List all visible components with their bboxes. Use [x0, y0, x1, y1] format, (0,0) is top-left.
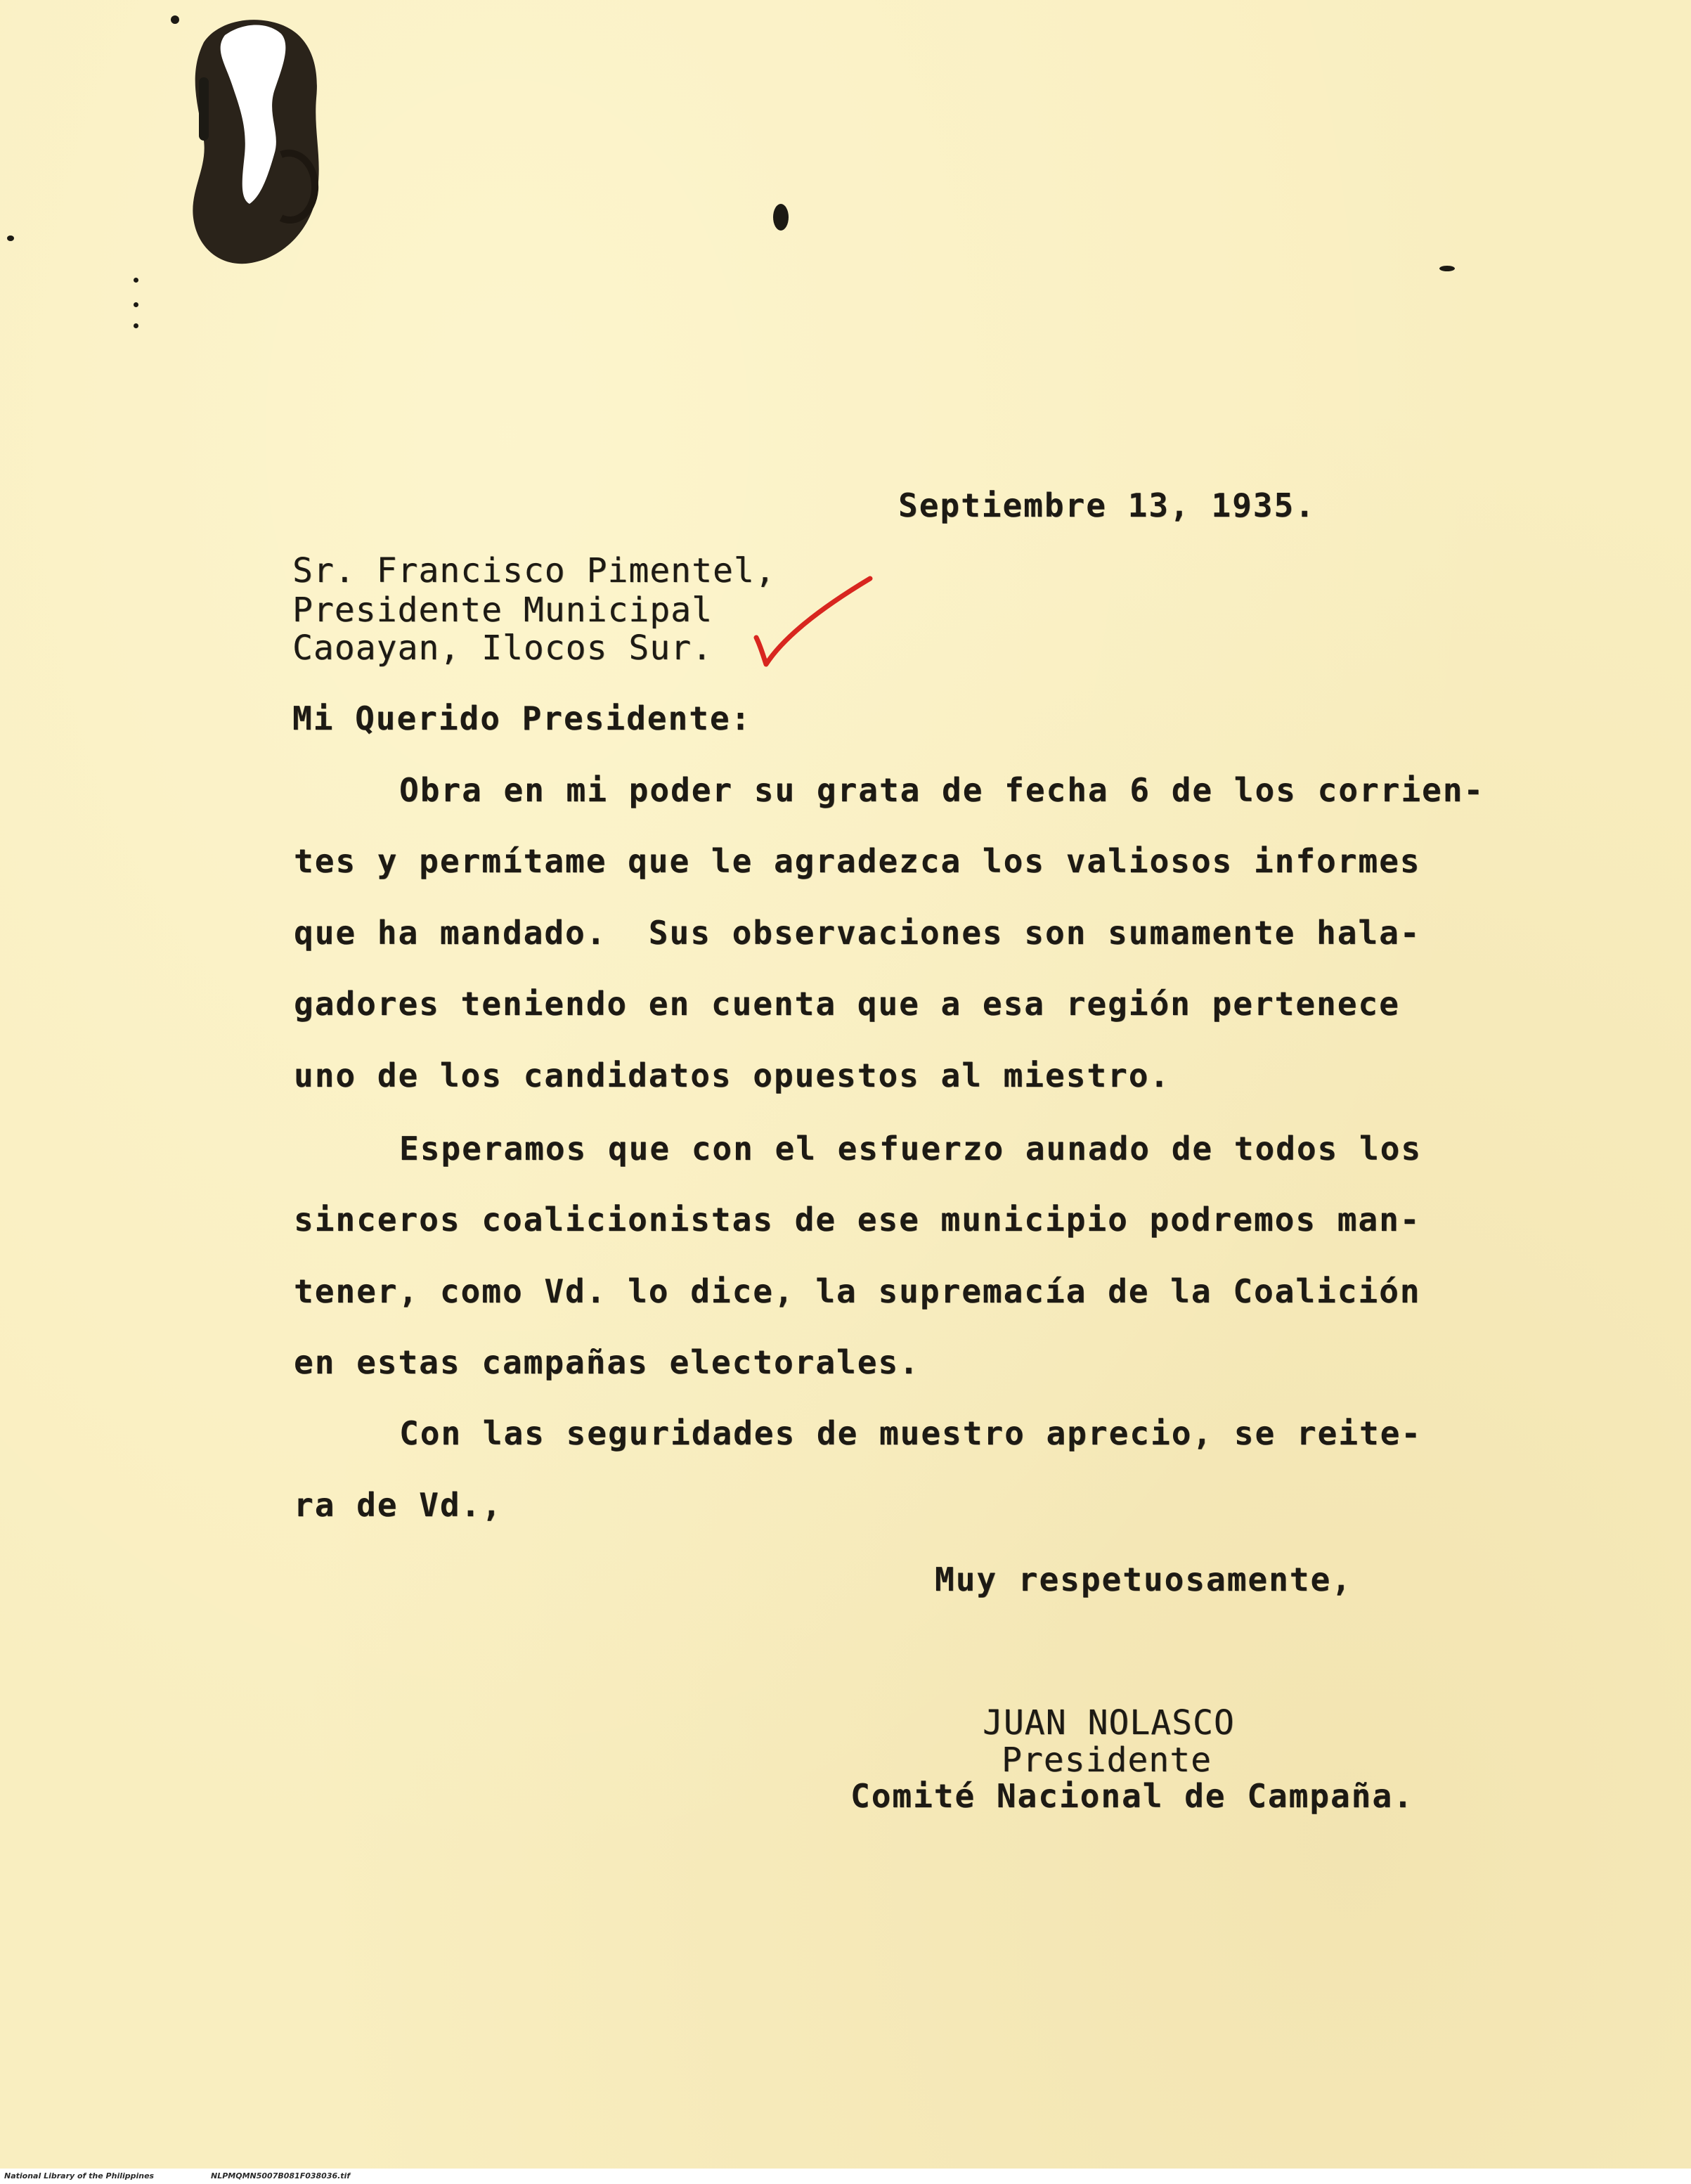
body-line: uno de los candidatos opuestos al miestro.	[294, 1057, 1171, 1094]
closing: Muy respetuosamente,	[935, 1561, 1352, 1598]
salutation: Mi Querido Presidente:	[292, 699, 752, 737]
footer-filename: NLPMQMN5007B081F038036.tif	[211, 2171, 351, 2180]
signature-organization: Comité Nacional de Campaña.	[850, 1777, 1414, 1815]
body-line: en estas campañas electorales.	[294, 1343, 920, 1381]
body-line: tener, como Vd. lo dice, la supremacía de la Coalición	[294, 1272, 1421, 1310]
ink-speck	[773, 204, 789, 231]
signature-name: JUAN NOLASCO	[983, 1703, 1235, 1743]
ink-speck	[7, 235, 14, 241]
body-line: sinceros coalicionistas de ese municipio podremos man-	[294, 1201, 1421, 1239]
body-line: Esperamos que con el esfuerzo aunado de todos los	[399, 1130, 1423, 1168]
ink-speck	[134, 278, 138, 283]
ink-speck	[1439, 266, 1455, 271]
recipient-title: Presidente Municipal	[292, 590, 713, 630]
ink-speck	[171, 15, 179, 24]
body-line: Con las seguridades de muestro aprecio, se reite-	[399, 1414, 1423, 1452]
recipient-place: Caoayan, Ilocos Sur.	[292, 628, 713, 668]
footer-institution: National Library of the Philippines	[4, 2171, 155, 2180]
ink-speck	[199, 77, 209, 141]
recipient-name: Sr. Francisco Pimentel,	[292, 551, 776, 590]
burn-hole-damage	[176, 14, 337, 267]
body-line: Obra en mi poder su grata de fecha 6 de los corrien-	[399, 771, 1485, 809]
red-check-mark-icon	[751, 573, 877, 671]
body-line: que ha mandado. Sus observaciones son sumamente hala-	[294, 914, 1421, 952]
ink-speck	[134, 302, 138, 307]
body-line: tes y permítame que le agradezca los valiosos informes	[294, 842, 1421, 880]
ink-speck	[134, 323, 138, 328]
archive-footer	[0, 2169, 1691, 2184]
signature-title: Presidente	[1002, 1740, 1212, 1780]
letter-date: Septiembre 13, 1935.	[898, 486, 1316, 524]
body-line: gadores teniendo en cuenta que a esa región pertenece	[294, 985, 1400, 1023]
body-line: ra de Vd.,	[294, 1486, 503, 1524]
